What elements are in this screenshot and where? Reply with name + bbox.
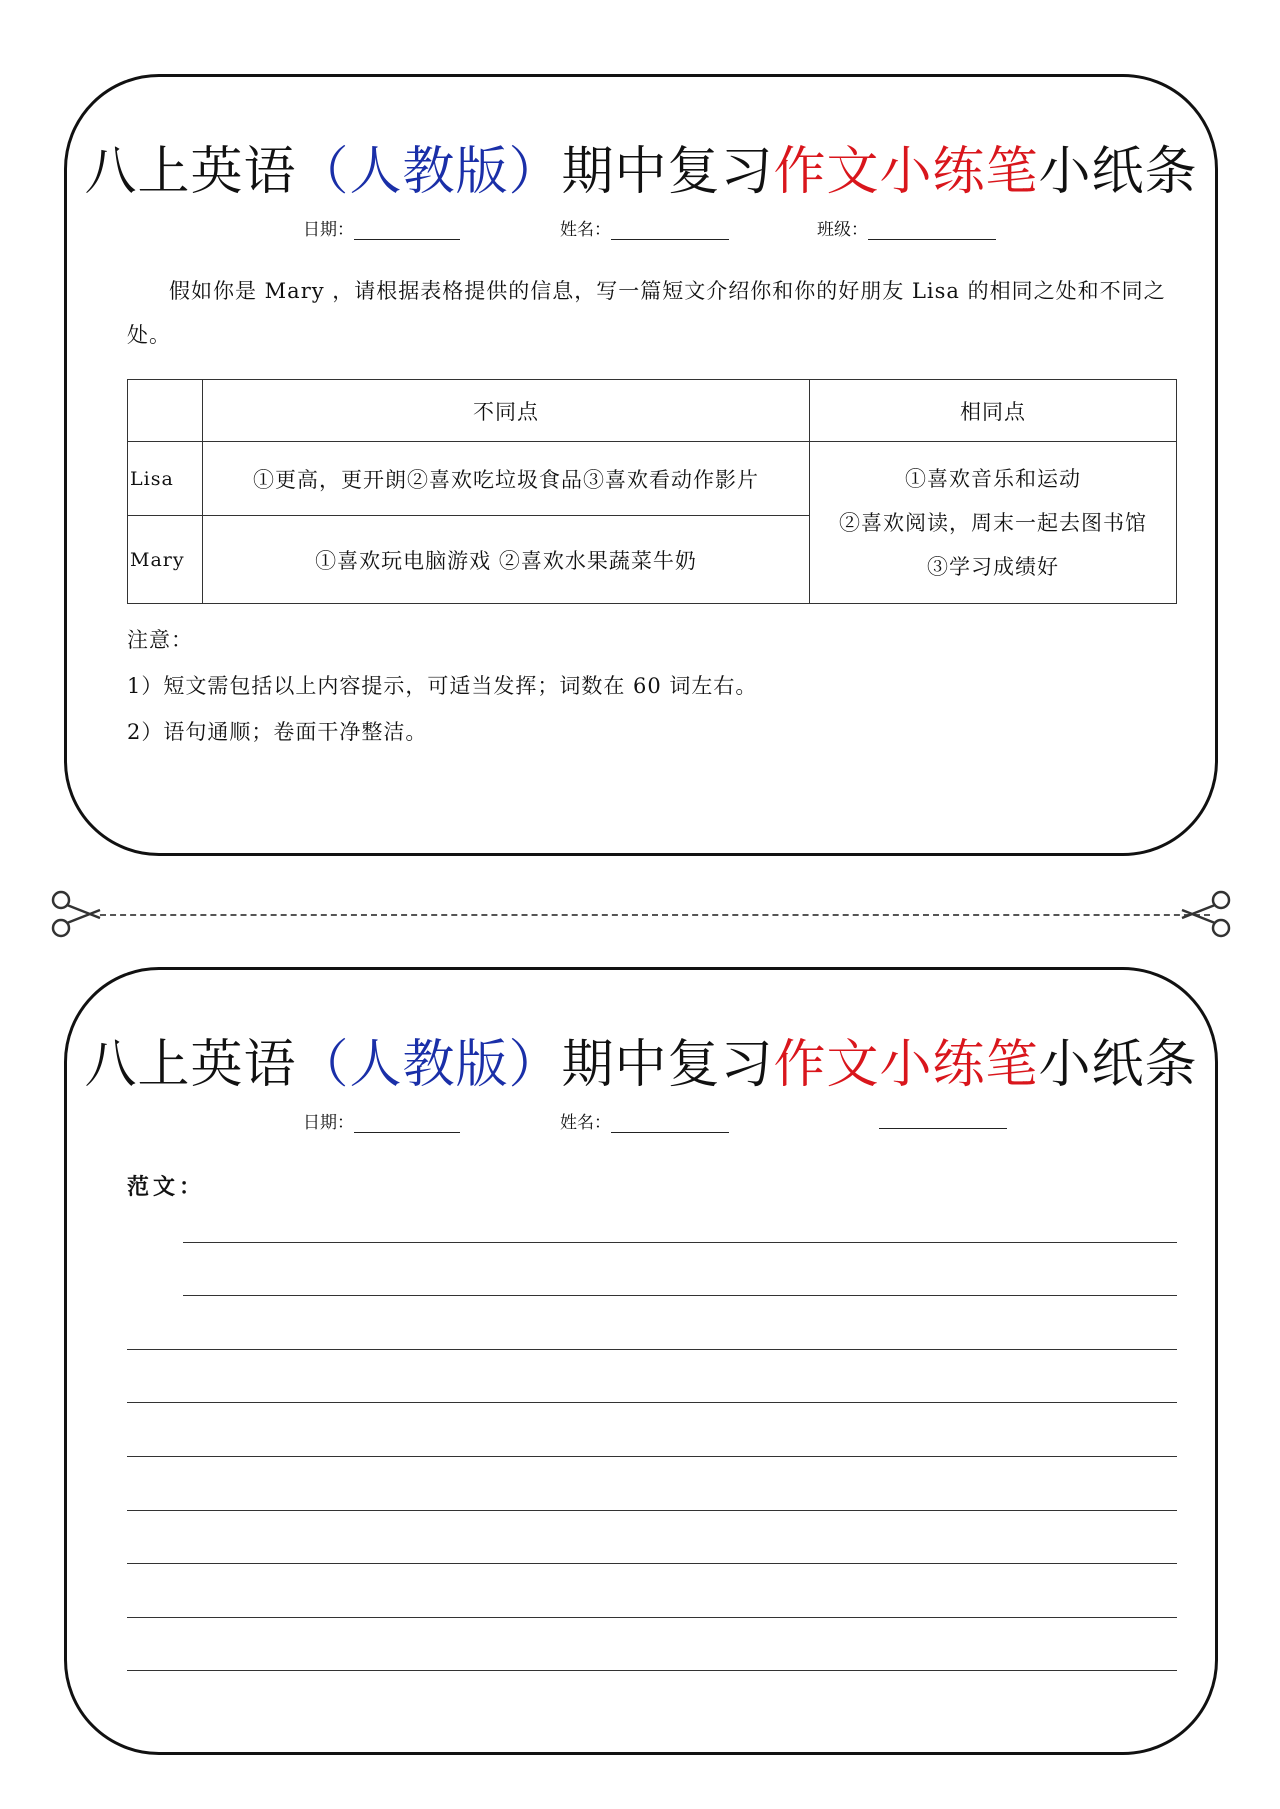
similarity-item: ②喜欢阅读，周末一起去图书馆	[839, 510, 1147, 535]
title-part-review: 期中复习	[561, 1035, 774, 1095]
shared-similarities	[810, 442, 1177, 604]
writing-line[interactable]	[127, 1349, 1177, 1350]
class-field[interactable]	[817, 215, 996, 240]
header-blank-cell	[128, 380, 203, 442]
name-blank[interactable]	[611, 1112, 729, 1133]
writing-line[interactable]	[183, 1242, 1177, 1243]
class-label: 班级：	[817, 220, 868, 240]
date-field[interactable]	[303, 1108, 460, 1133]
name-blank[interactable]	[611, 219, 729, 240]
date-label: 日期：	[303, 220, 354, 240]
writing-line[interactable]	[127, 1670, 1177, 1671]
notes-section	[127, 617, 757, 755]
table-row	[128, 442, 1177, 516]
writing-line[interactable]	[127, 1617, 1177, 1618]
header-differences: 不同点	[203, 380, 810, 442]
card-title	[67, 129, 1215, 204]
writing-line[interactable]	[127, 1510, 1177, 1511]
title-part-writing: 作文小练笔	[773, 1035, 1039, 1095]
name-label: 姓名：	[560, 220, 611, 240]
title-part-edition: （人教版）	[296, 1035, 562, 1095]
scissors-icon	[1180, 888, 1234, 940]
similarity-item: ③学习成绩好	[927, 554, 1059, 579]
title-part-subject: 八上英语	[84, 142, 297, 202]
answer-card	[64, 967, 1218, 1755]
notes-heading: 注意：	[127, 628, 193, 652]
info-table	[127, 379, 1177, 604]
class-blank[interactable]	[879, 1108, 1007, 1129]
title-part-edition: （人教版）	[296, 142, 562, 202]
card-title	[67, 1022, 1215, 1097]
similarity-item: ①喜欢音乐和运动	[905, 466, 1081, 491]
cut-line	[100, 914, 1210, 916]
title-part-note: 小纸条	[1038, 1035, 1198, 1095]
writing-line[interactable]	[127, 1402, 1177, 1403]
writing-line[interactable]	[127, 1563, 1177, 1564]
name-field[interactable]	[560, 1108, 729, 1133]
writing-line[interactable]	[127, 1456, 1177, 1457]
header-similarities: 相同点	[810, 380, 1177, 442]
writing-prompt: 假如你是 Mary ，请根据表格提供的信息，写一篇短文介绍你和你的好朋友 Lisa 的相同之处和不同之处。	[127, 279, 1166, 347]
row-name-mary: Mary	[128, 516, 203, 604]
title-part-subject: 八上英语	[84, 1035, 297, 1095]
note-item: 2）语句通顺；卷面干净整洁。	[127, 720, 428, 744]
student-info-row	[67, 1108, 1215, 1138]
date-blank[interactable]	[354, 1112, 460, 1133]
class-field[interactable]	[879, 1108, 1007, 1129]
mary-differences: ①喜欢玩电脑游戏 ②喜欢水果蔬菜牛奶	[203, 516, 810, 604]
name-label: 姓名：	[560, 1113, 611, 1133]
name-field[interactable]	[560, 215, 729, 240]
row-name-lisa: Lisa	[128, 442, 203, 516]
title-part-writing: 作文小练笔	[773, 142, 1039, 202]
title-part-note: 小纸条	[1038, 142, 1198, 202]
date-label: 日期：	[303, 1113, 354, 1133]
note-item: 1）短文需包括以上内容提示，可适当发挥；词数在 60 词左右。	[127, 674, 758, 698]
lisa-differences: ①更高，更开朗②喜欢吃垃圾食品③喜欢看动作影片	[203, 442, 810, 516]
student-info-row	[67, 215, 1215, 245]
prompt-card	[64, 74, 1218, 856]
sample-essay-label: 范文：	[127, 1174, 206, 1200]
table-header-row	[128, 380, 1177, 442]
date-blank[interactable]	[354, 219, 460, 240]
date-field[interactable]	[303, 215, 460, 240]
title-part-review: 期中复习	[561, 142, 774, 202]
class-blank[interactable]	[868, 219, 996, 240]
scissors-icon	[48, 888, 102, 940]
writing-line[interactable]	[183, 1295, 1177, 1296]
